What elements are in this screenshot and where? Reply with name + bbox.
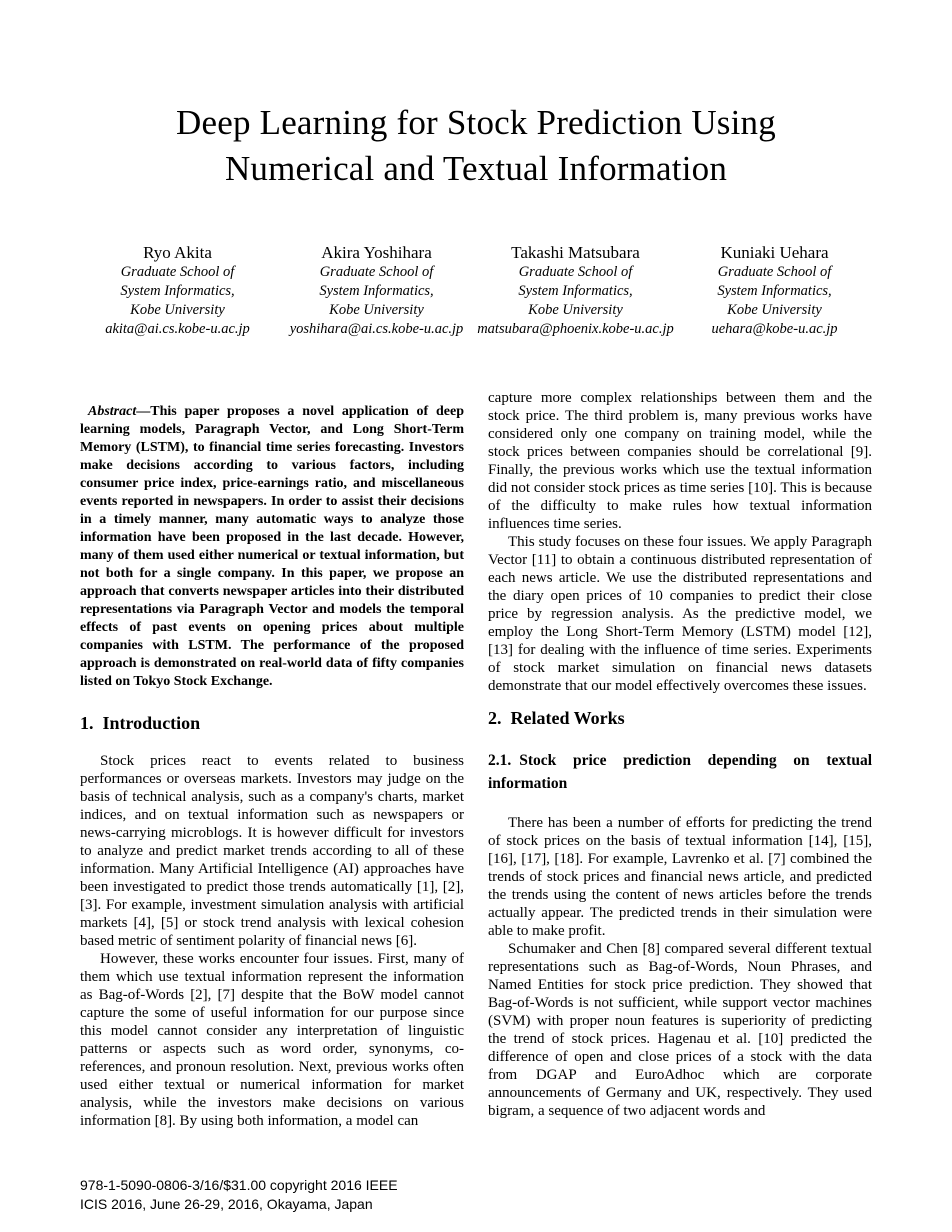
intro-paragraph-1: Stock prices react to events related to business performances or overseas markets. Investors may judge on the basis of technical analysis, such as a company's charts, market indices, and on textual information such as newspapers or news-carrying microblogs. It is however difficult for investors to analyze and predict market trends according to all of these information. Many Artificial Intelligence (AI) approaches have been investigated to predict those trends automatically [1], [2], [3]. For example, investment simulation analysis with artificial markets [4], [5] or stock trend analysis with lexical cohesion based metric of sentiment polarity of financial news [6]. xyxy=(80,753,464,949)
section-heading-introduction xyxy=(80,713,464,733)
author-affiliation-line: Kobe University xyxy=(727,302,822,318)
related-works-paragraph-2: Schumaker and Chen [8] compared several different textual representations such as Bag-of-Words, Noun Phrases, and Named Entities for stock price prediction. They showed that Bag-of-Words is not sufficient, while support vector machines (SVM) with proper noun features is superiority of predicting the trend of stock prices. Hagenau et al. [10] predicted the difference of open and close prices of a stock with the data from DGAP and EuroAdhoc which are corporate announcements of Germany and UK, respectively. They used bigram, a sequence of two adjacent words and xyxy=(488,941,872,1119)
author-block-2 xyxy=(277,242,476,339)
author-affiliation-line: Kobe University xyxy=(528,302,623,318)
section-number: 1. xyxy=(80,713,94,733)
author-affiliation-line: Graduate School of xyxy=(319,264,434,280)
conference-line: ICIS 2016, June 26-29, 2016, Okayama, Japan xyxy=(80,1196,373,1212)
author-affiliation-line: System Informatics, xyxy=(717,283,832,299)
subsection-heading-2-1 xyxy=(488,749,872,795)
section-title: Introduction xyxy=(102,713,201,733)
copyright-line: 978-1-5090-0806-3/16/$31.00 copyright 2016 IEEE xyxy=(80,1177,398,1193)
author-affiliation-line: Graduate School of xyxy=(120,264,235,280)
authors-row xyxy=(78,242,874,339)
author-name: Takashi Matsubara xyxy=(511,243,640,262)
abstract-label: Abstract xyxy=(88,404,137,419)
author-block-3 xyxy=(476,242,675,339)
author-name: Kuniaki Uehara xyxy=(720,243,829,262)
paper-title-line-1: Deep Learning for Stock Prediction Using xyxy=(176,103,776,142)
intro-paragraph-3: This study focuses on these four issues. We apply Paragraph Vector [11] to obtain a continuous distributed representation of each news article. We use the distributed representations and the diary open prices of 10 companies to predict their close price by regression analysis. As the predictive model, we employ the Long Short-Term Memory (LSTM) model [12], [13] for dealing with the influence of time series. Experiments of stock market simulation on financial news datasets demonstrate that our model effectively overcomes these issues. xyxy=(488,534,872,694)
section-number: 2. xyxy=(488,708,502,728)
section-heading-related-works xyxy=(488,708,872,728)
author-affiliation-line: System Informatics, xyxy=(518,283,633,299)
abstract xyxy=(80,403,464,691)
abstract-text: —This paper proposes a novel application of deep learning models, Paragraph Vector, and Long Short-Term Memory (LSTM), to financial time series forecasting. Investors make decisions according to various factors, including consumer price index, price-earnings ratio, and miscellaneous events reported in newspapers. In order to assist their decisions in a timely manner, many automatic ways to analyze those information have been proposed in the last decade. However, many of them used either numerical or textual information, but not both for a single company. In this paper, we propose an approach that converts newspaper articles into their distributed representations via Paragraph Vector and models the temporal effects of past events on opening prices about multiple companies with LSTM. The performance of the proposed approach is demonstrated on real-world data of fifty companies listed on Tokyo Stock Exchange. xyxy=(80,404,464,689)
author-email: matsubara@phoenix.kobe-u.ac.jp xyxy=(477,321,674,337)
author-affiliation-line: Kobe University xyxy=(329,302,424,318)
author-affiliation-line: Kobe University xyxy=(130,302,225,318)
copyright-footer xyxy=(80,1176,398,1214)
author-email: uehara@kobe-u.ac.jp xyxy=(711,321,838,337)
right-column xyxy=(488,389,872,1120)
author-affiliation-line: System Informatics, xyxy=(319,283,434,299)
author-affiliation-line: Graduate School of xyxy=(518,264,633,280)
section-title: Related Works xyxy=(510,708,625,728)
paper-title-line-2: Numerical and Textual Information xyxy=(224,149,728,188)
subsection-title: Stock price prediction depending on textual information xyxy=(488,752,872,792)
related-works-paragraph-1: There has been a number of efforts for predicting the trend of stock prices on the basis of textual information [14], [15], [16], [17], [18]. For example, Lavrenko et al. [7] combined the trends of stock prices and financial news article, and predicted the trends using the content of news articles before the trends actually appear. The predicted trends in their simulation were able to make profit. xyxy=(488,815,872,939)
author-affiliation-line: Graduate School of xyxy=(717,264,832,280)
author-name: Akira Yoshihara xyxy=(321,243,432,262)
subsection-number: 2.1. xyxy=(488,752,512,769)
intro-paragraph-2: However, these works encounter four issues. First, many of them which use textual information represent the information as Bag-of-Words [2], [7] despite that the BoW model cannot capture the some of useful information for our purpose since this model cannot consider any interpretation of linguistic patterns or aspects such as word order, synonyms, co-references, and pronoun resolution. Next, previous works often used either textual or numerical information for market analysis, while the investors make decisions on various information [8]. By using both information, a model can xyxy=(80,951,464,1129)
left-column xyxy=(80,389,464,1130)
paper-title xyxy=(0,100,952,192)
author-email: yoshihara@ai.cs.kobe-u.ac.jp xyxy=(289,321,464,337)
intro-paragraph-2-continuation: capture more complex relationships between them and the stock price. The third problem is, many previous works have considered only one company on training model, while the stock prices between companies should be correlational [9]. Finally, the previous works which use the textual information did not consider stock prices as time series [10]. This is because of the difficulty to make rules how textual information influences time series. xyxy=(488,390,872,532)
author-name: Ryo Akita xyxy=(143,243,212,262)
author-block-1 xyxy=(78,242,277,339)
author-affiliation-line: System Informatics, xyxy=(120,283,235,299)
author-email: akita@ai.cs.kobe-u.ac.jp xyxy=(105,321,250,337)
author-block-4 xyxy=(675,242,874,339)
